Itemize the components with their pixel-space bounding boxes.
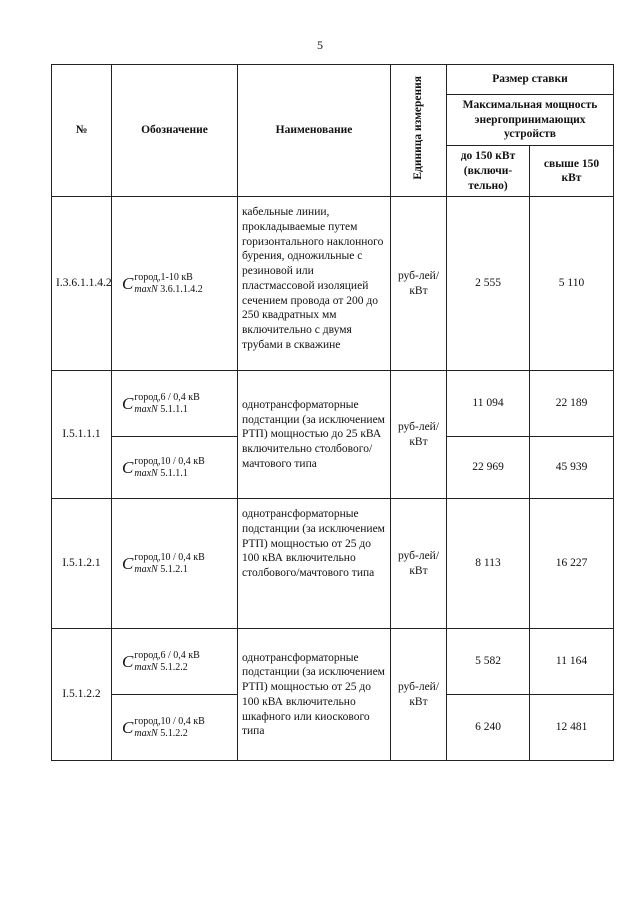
formula-subscript-var: maxN [134, 403, 158, 415]
rate-up-to-150: 11 094 [447, 371, 530, 437]
page-number: 5 [317, 38, 323, 52]
row-number: I.5.1.2.1 [52, 499, 112, 629]
formula-symbol: C [122, 393, 134, 413]
rate-over-150: 5 110 [530, 197, 614, 371]
unit-cell: руб-лей/кВт [391, 629, 447, 761]
unit-cell: руб-лей/кВт [391, 197, 447, 371]
formula-superscript: город,10 / 0,4 кВ [134, 716, 205, 728]
item-description: однотрансформаторные подстанции (за исключением РТП) мощностью от 25 до 100 кВА включительно шкафного или киоскового типа [238, 629, 391, 761]
formula-code: 5.1.2.2 [160, 727, 188, 739]
designation-formula [112, 371, 238, 437]
formula-code: 5.1.1.1 [160, 467, 188, 479]
header-num: № [52, 65, 112, 197]
table-body [52, 197, 614, 761]
formula-subscript-var: maxN [134, 661, 158, 673]
formula-subscript-var: maxN [134, 467, 158, 479]
rate-over-150: 12 481 [530, 695, 614, 761]
formula-subscript [134, 662, 199, 674]
header-rate-size: Размер ставки [447, 65, 614, 95]
rate-up-to-150: 5 582 [447, 629, 530, 695]
designation-formula [112, 499, 238, 629]
header-designation: Обозначение [112, 65, 238, 197]
formula-superscript: город,6 / 0,4 кВ [134, 650, 200, 662]
formula-symbol: C [122, 273, 134, 293]
formula-superscript: город,10 / 0,4 кВ [134, 552, 205, 564]
designation-formula [112, 197, 238, 371]
header-over-150: свыше 150 кВт [530, 146, 614, 197]
header-max-power: Максимальная мощность энергопринимающих устройств [447, 95, 614, 146]
item-description: кабельные линии, прокладываемые путем горизонтального наклонного бурения, одножильные с резиновой или пластмассовой изоляцией сечением провода от 200 до 250 квадратных мм включительно с двумя трубами в скважине [238, 197, 391, 371]
formula-subscript-var: maxN [134, 727, 158, 739]
table-row [52, 629, 614, 695]
rate-over-150: 45 939 [530, 437, 614, 499]
designation-formula [112, 695, 238, 761]
rate-up-to-150: 22 969 [447, 437, 530, 499]
formula-code: 3.6.1.1.4.2 [160, 283, 203, 295]
unit-cell: руб-лей/кВт [391, 371, 447, 499]
formula-symbol: C [122, 717, 134, 737]
formula-subscript [134, 468, 204, 480]
formula-symbol: C [122, 553, 134, 573]
formula-code: 5.1.2.1 [160, 563, 188, 575]
formula-symbol: C [122, 457, 134, 477]
formula-superscript: город,1-10 кВ [134, 272, 193, 284]
rate-up-to-150: 2 555 [447, 197, 530, 371]
formula-code: 5.1.2.2 [160, 661, 188, 673]
item-description: однотрансформаторные подстанции (за исключением РТП) мощностью до 25 кВА включительно столбового/мачтового типа [238, 371, 391, 499]
designation-formula [112, 437, 238, 499]
row-number: I.5.1.2.2 [52, 629, 112, 761]
formula-subscript [134, 404, 199, 416]
rate-over-150: 16 227 [530, 499, 614, 629]
formula-symbol: C [122, 651, 134, 671]
formula-superscript: город,6 / 0,4 кВ [134, 392, 200, 404]
designation-formula [112, 629, 238, 695]
formula-subscript-var: maxN [134, 283, 158, 295]
table-row [52, 371, 614, 437]
rate-up-to-150: 6 240 [447, 695, 530, 761]
tariff-table [51, 64, 614, 761]
table-row [52, 499, 614, 629]
formula-subscript-var: maxN [134, 563, 158, 575]
formula-subscript [134, 564, 204, 576]
table-row [52, 197, 614, 371]
row-number: I.3.6.1.1.4.2 [52, 197, 112, 371]
item-description: однотрансформаторные подстанции (за исключением РТП) мощностью от 25 до 100 кВА включительно столбового/мачтового типа [238, 499, 391, 629]
header-up-to-150: до 150 кВт (включи-тельно) [447, 146, 530, 197]
rate-up-to-150: 8 113 [447, 499, 530, 629]
rate-over-150: 22 189 [530, 371, 614, 437]
formula-code: 5.1.1.1 [160, 403, 188, 415]
header-unit: Единица измерения [391, 65, 447, 197]
unit-cell: руб-лей/кВт [391, 499, 447, 629]
formula-superscript: город,10 / 0,4 кВ [134, 456, 205, 468]
rate-over-150: 11 164 [530, 629, 614, 695]
formula-subscript [134, 728, 204, 740]
formula-subscript [134, 284, 202, 296]
row-number: I.5.1.1.1 [52, 371, 112, 499]
header-name: Наименование [238, 65, 391, 197]
